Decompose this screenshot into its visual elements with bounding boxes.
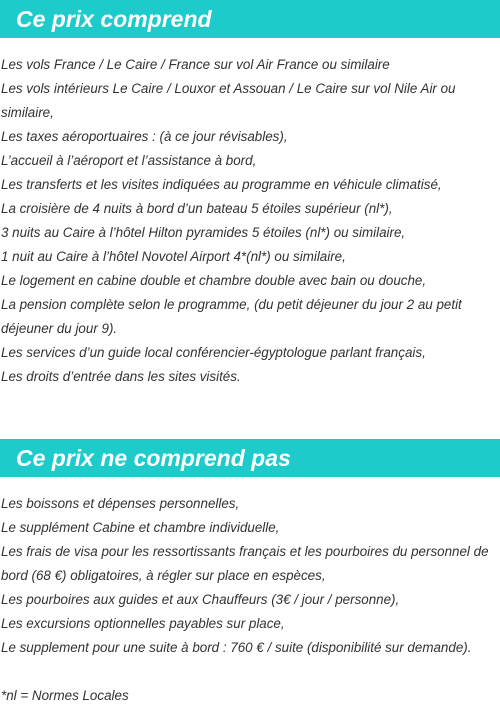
- list-item: Les vols France / Le Caire / France sur vol Air France ou similaire: [1, 57, 390, 72]
- section-header-excluded: [0, 439, 500, 477]
- section-title-included: Ce prix comprend: [16, 6, 212, 32]
- list-item: L’accueil à l’aéroport et l’assistance à bord,: [1, 153, 257, 168]
- list-item: Les services d’un guide local conférencier-égyptologue parlant français,: [1, 345, 426, 360]
- included-list: [0, 53, 496, 389]
- list-item: Les vols intérieurs Le Caire / Louxor et Assouan / Le Caire sur vol Nile Air ou similaire,: [1, 81, 456, 120]
- list-item: Les transferts et les visites indiquées au programme en véhicule climatisé,: [1, 177, 442, 192]
- list-item: Le logement en cabine double et chambre double avec bain ou douche,: [1, 273, 427, 288]
- list-item: Les excursions optionnelles payables sur place,: [1, 616, 285, 631]
- list-item: La pension complète selon le programme, (du petit déjeuner du jour 2 au petit déjeuner du jour 9).: [1, 297, 462, 336]
- section-header-included: [0, 0, 500, 38]
- list-item: La croisière de 4 nuits à bord d’un bateau 5 étoiles supérieur (nl*),: [1, 201, 393, 216]
- footnote: *nl = Normes Locales: [1, 688, 129, 703]
- list-item: Le supplément Cabine et chambre individuelle,: [1, 520, 280, 535]
- excluded-list: [0, 492, 496, 660]
- section-title-excluded: Ce prix ne comprend pas: [16, 445, 291, 471]
- list-item: Les droits d’entrée dans les sites visités.: [1, 369, 241, 384]
- list-item: 1 nuit au Caire à l’hôtel Novotel Airport 4*(nl*) ou similaire,: [1, 249, 346, 264]
- list-item: Les taxes aéroportuaires : (à ce jour révisables),: [1, 129, 288, 144]
- list-item: Les pourboires aux guides et aux Chauffeurs (3€ / jour / personne),: [1, 592, 400, 607]
- list-item: Les frais de visa pour les ressortissants français et les pourboires du personnel de bord (68 €) obligatoires, à régler sur place en espèces,: [1, 544, 489, 583]
- list-item: Le supplement pour une suite à bord : 760 € / suite (disponibilité sur demande).: [1, 640, 472, 655]
- list-item: 3 nuits au Caire à l’hôtel Hilton pyramides 5 étoiles (nl*) ou similaire,: [1, 225, 406, 240]
- list-item: Les boissons et dépenses personnelles,: [1, 496, 240, 511]
